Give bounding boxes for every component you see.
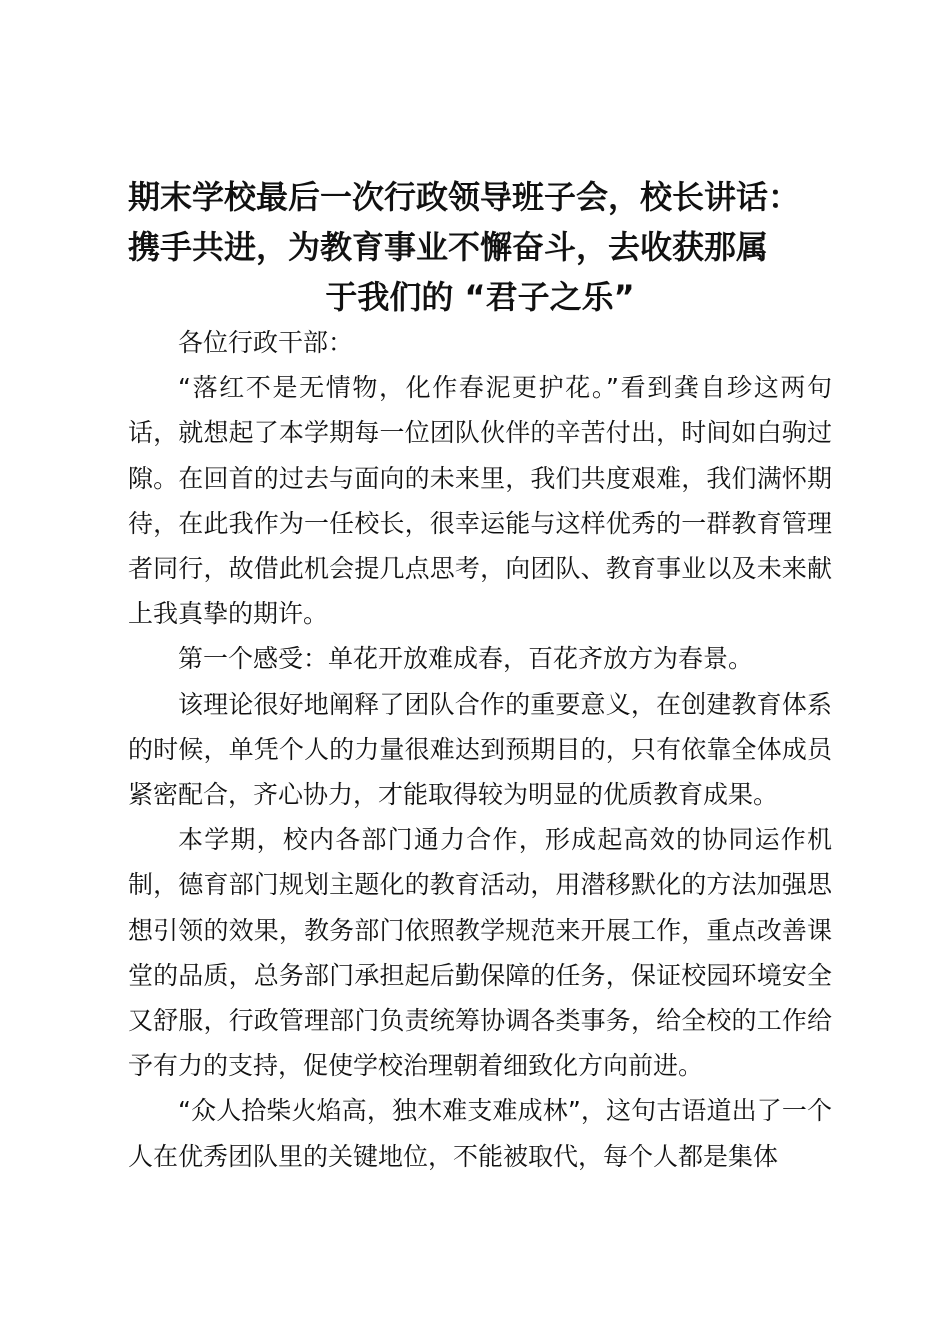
document-title [128,172,832,322]
paragraph-first-feeling: 第一个感受：单花开放难成春，百花齐放方为春景。 [178,644,754,674]
paragraph-opening: “落红不是无情物，化作春泥更护花。”看到龚自珍这两句话，就想起了本学期每一位团队伙伴的辛苦付出，时间如白驹过隙。在回首的过去与面向的未来里，我们共度艰难，我们满怀期待，在此我作为一任校长，很幸运能与这样优秀的一群教育管理者同行，故借此机会提几点思考，向团队、教育事业以及未来献上我真挚的期许。 [128,373,832,629]
paragraph-proverb: “众人拾柴火焰高，独木难支难成林”，这句古语道出了一个人在优秀团队里的关键地位，不能被取代，每个人都是集体 [128,1096,832,1171]
salutation: 各位行政干部： [178,328,354,357]
document-page [128,172,832,1179]
paragraph-departments: 本学期，校内各部门通力合作，形成起高效的协同运作机制，德育部门规划主题化的教育活动，用潜移默化的方法加强思想引领的效果，教务部门依照教学规范来开展工作，重点改善课堂的品质，总务部门承担起后勤保障的任务，保证校园环境安全又舒服，行政管理部门负责统筹协调各类事务，给全校的工作给予有力的支持，促使学校治理朝着细致化方向前进。 [128,825,832,1081]
paragraph-teamwork-theory: 该理论很好地阐释了团队合作的重要意义，在创建教育体系的时候，单凭个人的力量很难达到预期目的，只有依靠全体成员紧密配合，齐心协力，才能取得较为明显的优质教育成果。 [128,689,832,810]
document-body [128,320,832,1179]
title-line-2: 携手共进，为教育事业不懈奋斗，去收获那属 [128,228,769,266]
title-line-3: 于我们的 “君子之乐” [325,278,635,316]
title-line-1: 期末学校最后一次行政领导班子会，校长讲话： [128,178,801,216]
